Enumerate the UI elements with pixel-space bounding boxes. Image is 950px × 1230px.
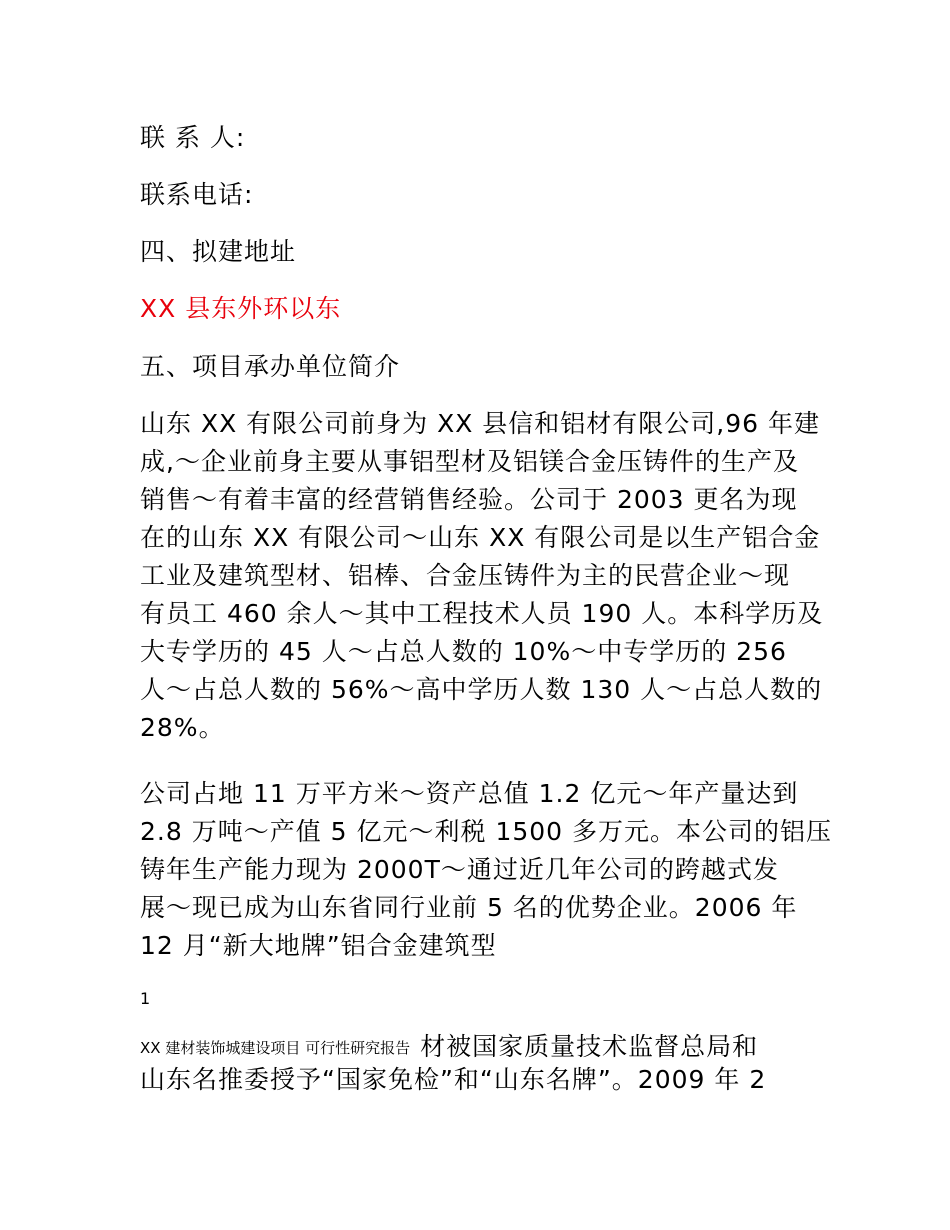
paragraph-line: 成,～企业前身主要从事铝型材及铝镁合金压铸件的生产及 bbox=[140, 447, 799, 476]
paragraph-line: 28%。 bbox=[140, 713, 225, 742]
footer-line-2: 山东名推委授予“国家免检”和“山东名牌”。2009 年 2 bbox=[140, 1065, 767, 1094]
continuation-text-1: 材被国家质量技术监督总局和 bbox=[420, 1032, 759, 1061]
paragraph-line: 12 月“新大地牌”铝合金建筑型 bbox=[140, 931, 497, 960]
paragraph-line: 工业及建筑型材、铝棒、合金压铸件为主的民营企业～现 bbox=[140, 561, 791, 590]
company-intro-paragraph-2 bbox=[140, 775, 833, 965]
contact-person-label: 联 系 人: bbox=[140, 123, 246, 152]
paragraph-line: 2.8 万吨～产值 5 亿元～利税 1500 多万元。本公司的铝压 bbox=[140, 817, 833, 846]
paragraph-line: 销售～有着丰富的经营销售经验。公司于 2003 更名为现 bbox=[140, 485, 798, 514]
company-intro-paragraph-1 bbox=[140, 405, 824, 747]
paragraph-line: 人～占总人数的 56%～高中学历人数 130 人～占总人数的 bbox=[140, 675, 823, 704]
page-number: 1 bbox=[140, 989, 151, 1008]
footer-doc-title: XX 建材装饰城建设项目 可行性研究报告 bbox=[140, 1039, 411, 1057]
section4-heading: 四、拟建地址 bbox=[140, 237, 297, 266]
paragraph-line: 在的山东 XX 有限公司～山东 XX 有限公司是以生产铝合金 bbox=[140, 523, 821, 552]
paragraph-line: 铸年生产能力现为 2000T～通过近几年公司的跨越式发 bbox=[140, 855, 779, 884]
footer-line-1 bbox=[140, 1030, 758, 1065]
contact-phone-label: 联系电话: bbox=[140, 180, 254, 209]
paragraph-line: 有员工 460 余人～其中工程技术人员 190 人。本科学历及 bbox=[140, 599, 824, 628]
paragraph-line: 公司占地 11 万平方米～资产总值 1.2 亿元～年产量达到 bbox=[140, 779, 799, 808]
paragraph-line: 山东 XX 有限公司前身为 XX 县信和铝材有限公司,96 年建 bbox=[140, 409, 820, 438]
paragraph-line: 展～现已成为山东省同行业前 5 名的优势企业。2006 年 bbox=[140, 893, 798, 922]
project-address: XX 县东外环以东 bbox=[140, 294, 342, 323]
paragraph-line: 大专学历的 45 人～占总人数的 10%～中专学历的 256 bbox=[140, 637, 787, 666]
section5-heading: 五、项目承办单位简介 bbox=[140, 352, 401, 381]
